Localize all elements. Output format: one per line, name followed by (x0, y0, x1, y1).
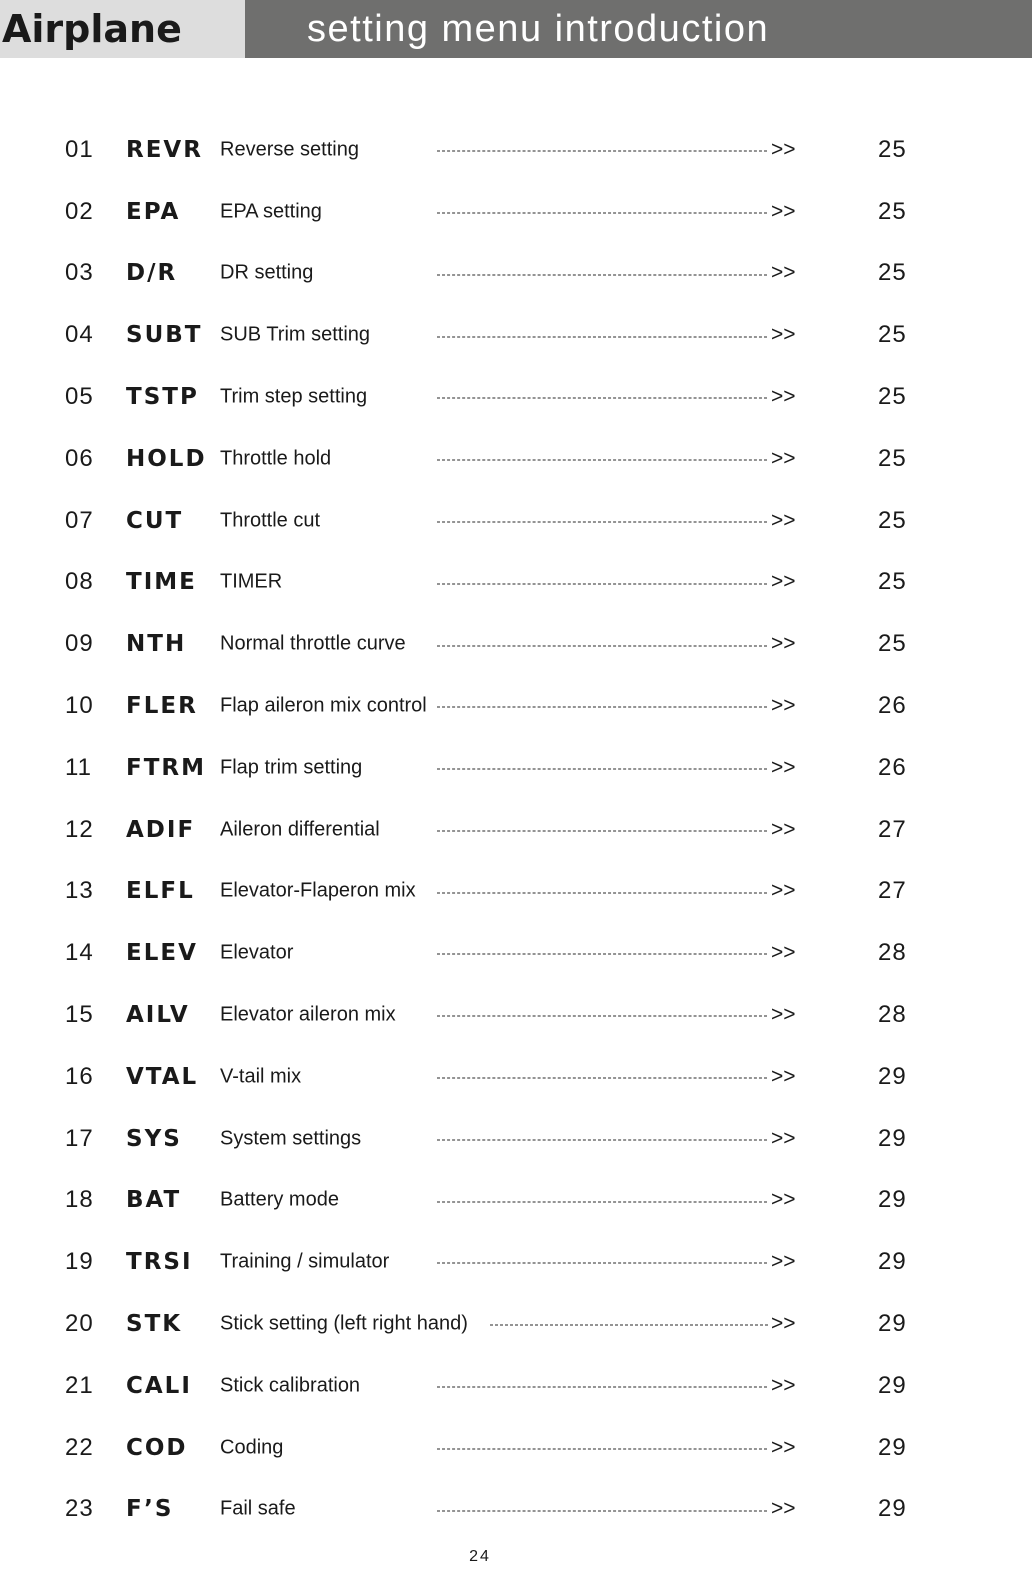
dotted-leader (437, 212, 767, 213)
menu-description: Stick setting (left right hand) (220, 1312, 468, 1335)
menu-row (0, 490, 1032, 552)
menu-description: Stick calibration (220, 1374, 361, 1397)
menu-row (0, 1293, 1032, 1355)
dotted-leader (437, 336, 767, 337)
menu-description: Throttle hold (220, 447, 332, 470)
menu-page-number: 29 (878, 1186, 907, 1214)
menu-code: CUT (126, 507, 184, 534)
leader-arrow: >> (771, 632, 796, 656)
menu-description: Fail safe (220, 1497, 296, 1520)
menu-page-number: 29 (878, 1062, 907, 1090)
header-title-box (0, 0, 245, 58)
dotted-leader (437, 151, 767, 152)
menu-row (0, 1417, 1032, 1479)
leader-arrow: >> (771, 1250, 796, 1274)
menu-page-number: 29 (878, 1124, 907, 1152)
menu-description: Normal throttle curve (220, 632, 406, 655)
menu-page-number: 26 (878, 753, 907, 781)
menu-row (0, 737, 1032, 799)
menu-row (0, 799, 1032, 861)
menu-number: 19 (65, 1248, 94, 1276)
menu-number: 12 (65, 815, 94, 843)
menu-code: COD (126, 1434, 188, 1461)
menu-code: BAT (126, 1187, 182, 1214)
menu-code: AILV (126, 1002, 190, 1029)
menu-code: FLER (126, 693, 198, 720)
menu-row (0, 181, 1032, 243)
leader-arrow: >> (771, 570, 796, 594)
dotted-leader (437, 1078, 767, 1079)
menu-row (0, 613, 1032, 675)
leader-arrow: >> (771, 385, 796, 409)
menu-page-number: 25 (878, 444, 907, 472)
dotted-leader (437, 830, 767, 831)
dotted-leader (437, 1201, 767, 1202)
menu-description: Flap aileron mix control (220, 694, 427, 717)
menu-number: 10 (65, 692, 94, 720)
menu-number: 02 (65, 197, 94, 225)
menu-row (0, 984, 1032, 1046)
menu-number: 14 (65, 939, 94, 967)
menu-code: SYS (126, 1125, 182, 1152)
menu-row (0, 1046, 1032, 1108)
menu-code: SUBT (126, 322, 203, 349)
dotted-leader (437, 769, 767, 770)
menu-row (0, 1479, 1032, 1541)
leader-arrow: >> (771, 1188, 796, 1212)
menu-description: System settings (220, 1127, 362, 1150)
menu-number: 11 (65, 753, 92, 781)
menu-row (0, 922, 1032, 984)
menu-code: HOLD (126, 445, 207, 472)
dotted-leader (437, 645, 767, 646)
dotted-leader (437, 1016, 767, 1017)
menu-page-number: 25 (878, 135, 907, 163)
menu-row (0, 304, 1032, 366)
menu-row (0, 1170, 1032, 1232)
menu-page-number: 27 (878, 877, 907, 905)
section-subtitle: setting menu introduction (307, 7, 770, 50)
menu-number: 15 (65, 1001, 94, 1029)
menu-page-number: 29 (878, 1433, 907, 1461)
menu-row (0, 1355, 1032, 1417)
menu-row (0, 861, 1032, 923)
menu-number: 21 (65, 1371, 94, 1399)
menu-row (0, 552, 1032, 614)
menu-description: Battery mode (220, 1188, 339, 1211)
dotted-leader (490, 1325, 768, 1326)
leader-arrow: >> (771, 1312, 796, 1336)
menu-page-number: 25 (878, 259, 907, 287)
menu-code: FTRM (126, 754, 206, 781)
menu-description: EPA setting (220, 200, 322, 223)
menu-code: ELFL (126, 878, 195, 905)
menu-page-number: 28 (878, 1001, 907, 1029)
menu-code: ADIF (126, 816, 196, 843)
dotted-leader (437, 1263, 767, 1264)
leader-arrow: >> (771, 755, 796, 779)
leader-arrow: >> (771, 261, 796, 285)
dotted-leader (437, 1139, 767, 1140)
leader-arrow: >> (771, 446, 796, 470)
menu-number: 16 (65, 1062, 94, 1090)
menu-description: Aileron differential (220, 818, 380, 841)
leader-arrow: >> (771, 941, 796, 965)
dotted-leader (437, 892, 767, 893)
menu-number: 23 (65, 1495, 94, 1523)
menu-code: VTAL (126, 1063, 199, 1090)
leader-arrow: >> (771, 879, 796, 903)
menu-description: V-tail mix (220, 1065, 302, 1088)
menu-code: D/R (126, 260, 178, 287)
menu-page-number: 25 (878, 321, 907, 349)
section-title: Airplane (2, 7, 182, 51)
leader-arrow: >> (771, 1064, 796, 1088)
leader-arrow: >> (771, 508, 796, 532)
menu-row (0, 1108, 1032, 1170)
menu-page-number: 29 (878, 1310, 907, 1338)
dotted-leader (437, 707, 767, 708)
dotted-leader (437, 1448, 767, 1449)
menu-code: TRSI (126, 1249, 193, 1276)
menu-row (0, 119, 1032, 181)
menu-number: 06 (65, 444, 94, 472)
menu-page-number: 28 (878, 939, 907, 967)
menu-row (0, 366, 1032, 428)
menu-page-number: 25 (878, 506, 907, 534)
menu-code: F’S (126, 1496, 174, 1523)
menu-code: EPA (126, 198, 181, 225)
page-header (0, 0, 1032, 58)
leader-arrow: >> (771, 199, 796, 223)
menu-number: 13 (65, 877, 94, 905)
menu-code: REVR (126, 136, 203, 163)
menu-code: TSTP (126, 384, 199, 411)
menu-number: 05 (65, 383, 94, 411)
menu-number: 17 (65, 1124, 94, 1152)
menu-description: DR setting (220, 261, 314, 284)
menu-code: ELEV (126, 940, 198, 967)
leader-arrow: >> (771, 1435, 796, 1459)
menu-page-number: 29 (878, 1495, 907, 1523)
menu-number: 20 (65, 1310, 94, 1338)
menu-description: Flap trim setting (220, 756, 363, 779)
leader-arrow: >> (771, 137, 796, 161)
menu-description: SUB Trim setting (220, 323, 371, 346)
menu-page-number: 29 (878, 1371, 907, 1399)
page-number: 24 (469, 1548, 491, 1565)
menu-code: CALI (126, 1372, 192, 1399)
menu-code: NTH (126, 631, 187, 658)
menu-number: 18 (65, 1186, 94, 1214)
dotted-leader (437, 274, 767, 275)
dotted-leader (437, 1387, 767, 1388)
header-subtitle-box (245, 0, 1032, 58)
menu-page-number: 29 (878, 1248, 907, 1276)
dotted-leader (437, 583, 767, 584)
menu-number: 03 (65, 259, 94, 287)
menu-number: 08 (65, 568, 94, 596)
menu-row (0, 243, 1032, 305)
dotted-leader (437, 954, 767, 955)
menu-description: TIMER (220, 570, 283, 593)
dotted-leader (437, 398, 767, 399)
menu-description: Coding (220, 1436, 284, 1459)
menu-page-number: 25 (878, 197, 907, 225)
leader-arrow: >> (771, 1126, 796, 1150)
menu-page-number: 25 (878, 383, 907, 411)
menu-description: Elevator-Flaperon mix (220, 879, 416, 902)
menu-number: 09 (65, 630, 94, 658)
menu-description: Elevator aileron mix (220, 1003, 396, 1026)
menu-description: Trim step setting (220, 385, 368, 408)
menu-description: Elevator (220, 941, 294, 964)
leader-arrow: >> (771, 694, 796, 718)
menu-index-list (0, 119, 1032, 1540)
dotted-leader (437, 521, 767, 522)
menu-number: 01 (65, 135, 94, 163)
menu-code: STK (126, 1311, 183, 1338)
menu-number: 04 (65, 321, 94, 349)
menu-page-number: 25 (878, 568, 907, 596)
menu-page-number: 25 (878, 630, 907, 658)
menu-description: Throttle cut (220, 509, 321, 532)
menu-row (0, 428, 1032, 490)
menu-page-number: 26 (878, 692, 907, 720)
menu-code: TIME (126, 569, 197, 596)
dotted-leader (437, 460, 767, 461)
leader-arrow: >> (771, 1497, 796, 1521)
leader-arrow: >> (771, 323, 796, 347)
leader-arrow: >> (771, 1373, 796, 1397)
dotted-leader (437, 1510, 767, 1511)
menu-row (0, 675, 1032, 737)
menu-row (0, 1231, 1032, 1293)
leader-arrow: >> (771, 1003, 796, 1027)
menu-description: Reverse setting (220, 138, 359, 161)
leader-arrow: >> (771, 817, 796, 841)
menu-description: Training / simulator (220, 1250, 390, 1273)
menu-page-number: 27 (878, 815, 907, 843)
menu-number: 07 (65, 506, 94, 534)
menu-number: 22 (65, 1433, 94, 1461)
